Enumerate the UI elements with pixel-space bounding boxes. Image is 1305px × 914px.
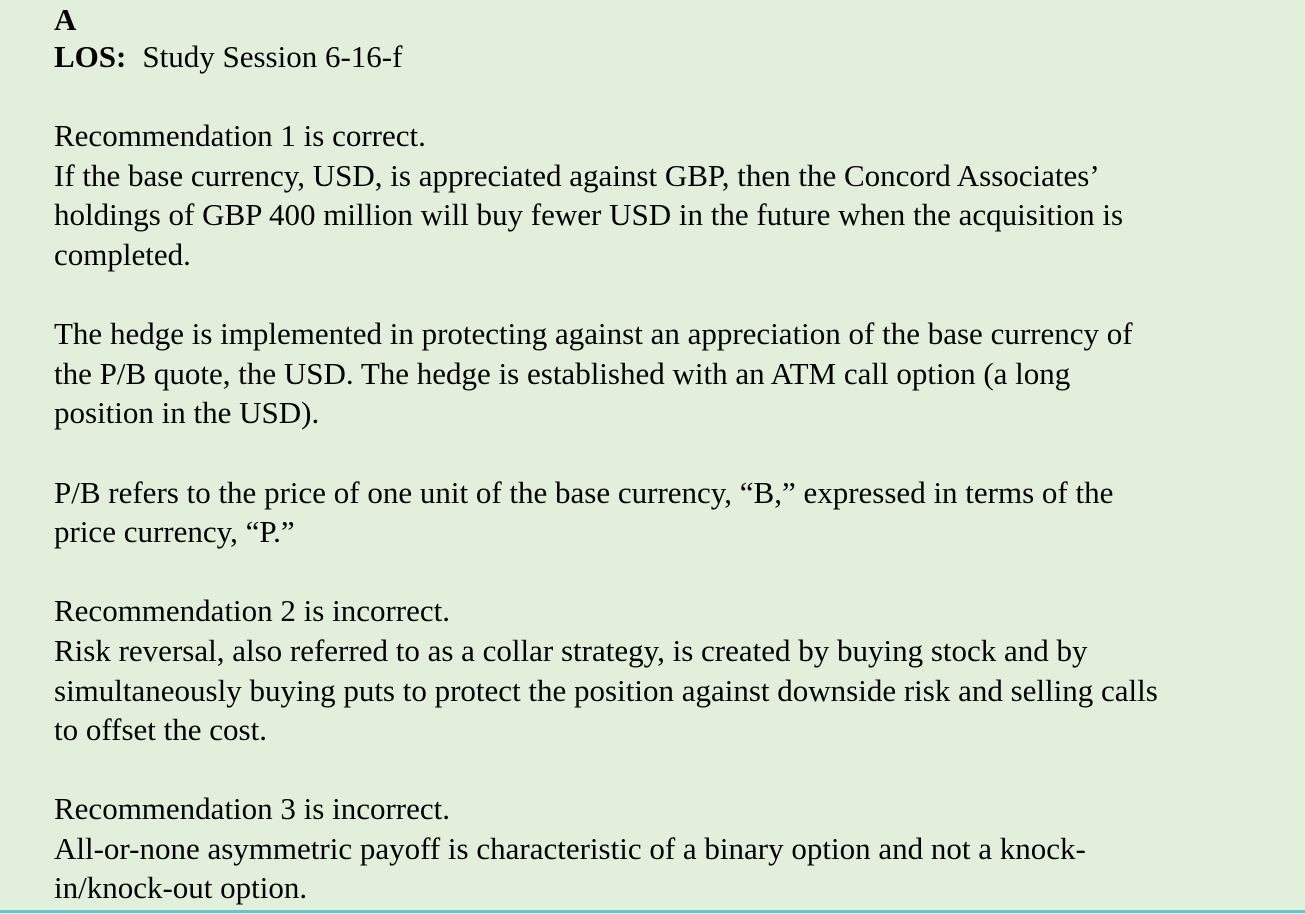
paragraph-hedge: [54, 314, 1294, 433]
text-line: If the base currency, USD, is appreciated against GBP, then the Concord Associates’: [54, 157, 1100, 193]
text-line: simultaneously buying puts to protect the position against downside risk and selling calls: [54, 672, 1158, 708]
text-line: completed.: [54, 236, 191, 272]
text-line: holdings of GBP 400 million will buy fewer USD in the future when the acquisition is: [54, 197, 1124, 233]
text-line: price currency, “P.”: [54, 514, 295, 550]
answer-letter: A: [54, 2, 77, 37]
text-line: Recommendation 1 is correct.: [54, 118, 426, 154]
text-line: in/knock-out option.: [54, 870, 308, 906]
los-label: LOS:: [54, 39, 127, 74]
text-line: All-or-none asymmetric payoff is characteristic of a binary option and not a knock-: [54, 830, 1086, 866]
text-line: The hedge is implemented in protecting against an appreciation of the base currency of: [54, 316, 1133, 352]
text-line: the P/B quote, the USD. The hedge is established with an ATM call option (a long: [54, 355, 1071, 391]
paragraph-recommendation-3: [54, 789, 1294, 908]
paragraph-recommendation-2: [54, 591, 1294, 749]
los-value: Study Session 6-16-f: [142, 39, 403, 74]
text-line: Recommendation 2 is incorrect.: [54, 593, 450, 629]
answer-explanation: [54, 0, 1294, 908]
text-line: Risk reversal, also referred to as a collar strategy, is created by buying stock and by: [54, 632, 1088, 668]
text-line: P/B refers to the price of one unit of the base currency, “B,” expressed in terms of the: [54, 474, 1114, 510]
paragraph-recommendation-1: [54, 116, 1294, 274]
los-line: [54, 37, 1294, 77]
text-line: to offset the cost.: [54, 712, 267, 748]
paragraph-pb-definition: [54, 473, 1294, 552]
text-line: position in the USD).: [54, 395, 320, 431]
text-line: Recommendation 3 is incorrect.: [54, 791, 450, 827]
